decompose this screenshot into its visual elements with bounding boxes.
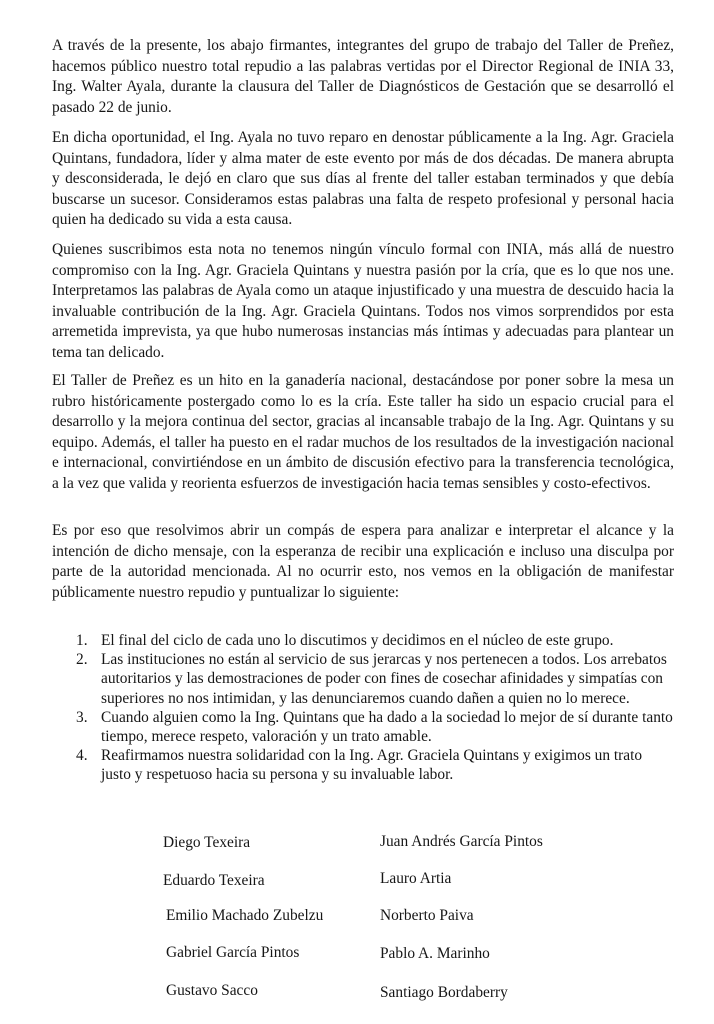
list-item-text: Reafirmamos nuestra solidaridad con la Ing. Agr. Graciela Quintans y exigimos un trato justo y respetuoso hacia su persona y su invaluable labor.	[101, 747, 643, 784]
list-item-text: El final del ciclo de cada uno lo discutimos y decidimos en el núcleo de este grupo.	[101, 632, 614, 649]
list-item-number: 2.	[76, 651, 88, 669]
signatory-name: Santiago Bordaberry	[380, 984, 508, 1001]
signatory-name: Emilio Machado Zubelzu	[166, 907, 324, 924]
signatory-name: Eduardo Texeira	[163, 872, 265, 889]
list-item-number: 3.	[76, 708, 88, 726]
paragraph-workshop: El Taller de Preñez es un hito en la ganadería nacional, destacándose por poner sobre la mesa un rubro históricamente postergado como lo es la cría. Este taller ha sido un espacio crucial para el desarrollo y la mejora continua del sector, gracias al incansable trabajo de la Ing. Agr. Quintans y su equipo. Además, el taller ha puesto en el radar muchos de los resultados de la investigación nacional e internacional, convirtiéndose en un ámbito de discusión efectivo para la transferencia tecnológica, a la vez que valida y reorienta esfuerzos de investigación hacia temas sensibles y costo-efectivos.	[52, 372, 674, 492]
list-item	[52, 708, 674, 746]
paragraph-signers: Quienes suscribimos esta nota no tenemos ningún vínculo formal con INIA, más allá de nuestro compromiso con la Ing. Agr. Graciela Quintans y nuestra pasión por la cría, que es lo que nos une. Interpretamos las palabras de Ayala como un ataque injustificado y una muestra de descuido hacia la invaluable contribución de la Ing. Agr. Graciela Quintans. Todos nos vimos sorprendidos por esta arremetida imprevista, ya que hubo numerosas instancias más íntimas y adecuadas para plantear un tema tan delicado.	[52, 241, 674, 361]
signatory-name: Juan Andrés García Pintos	[380, 833, 543, 850]
list-item-text: Cuando alguien como la Ing. Quintans que ha dado a la sociedad lo mejor de sí durante tanto tiempo, merece respeto, valoración y un trato amable.	[101, 708, 673, 746]
paragraph-resolution: Es por eso que resolvimos abrir un compás de espera para analizar e interpretar el alcance y la intención de dicho mensaje, con la esperanza de recibir una explicación e incluso una disculpa por parte de la autoridad mencionada. Al no ocurrir esto, nos vemos en la obligación de manifestar públicamente nuestro repudio y puntualizar lo siguiente:	[52, 522, 674, 601]
list-item	[52, 631, 674, 650]
paragraph-incident: En dicha oportunidad, el Ing. Ayala no tuvo reparo en denostar públicamente a la Ing. Agr. Graciela Quintans, fundadora, líder y alma mater de este evento por más de dos décadas. De manera abrupta y desconsiderada, le dejó en claro que sus días al frente del taller estaban terminados y que debía buscarse un sucesor. Consideramos estas palabras una falta de respeto profesional y personal hacia quien ha dedicado su vida a esta causa.	[52, 129, 674, 228]
list-item	[52, 650, 674, 708]
list-item-number: 4.	[76, 747, 88, 765]
signatory-name: Lauro Artia	[380, 870, 452, 887]
list-item-number: 1.	[76, 632, 88, 649]
points-list	[52, 631, 674, 785]
list-item-text: Las instituciones no están al servicio de sus jerarcas y nos pertenecen a todos. Los arrebatos autoritarios y las demostraciones de poder con fines de cosechar afinidades y simpatías con superiores no nos intimidan, y las denunciaremos cuando dañen a quien no lo merece.	[101, 651, 667, 707]
signatory-name: Gustavo Sacco	[166, 982, 258, 999]
signatory-name: Norberto Paiva	[380, 907, 474, 924]
signatory-name: Gabriel García Pintos	[166, 944, 300, 961]
list-item	[52, 746, 674, 784]
signatory-name: Diego Texeira	[163, 834, 251, 851]
paragraph-intro: A través de la presente, los abajo firmantes, integrantes del grupo de trabajo del Taller de Preñez, hacemos público nuestro total repudio a las palabras vertidas por el Director Regional de INIA 33, Ing. Walter Ayala, durante la clausura del Taller de Diagnósticos de Gestación que se desarrolló el pasado 22 de junio.	[52, 37, 674, 116]
signatory-name: Pablo A. Marinho	[380, 945, 490, 962]
